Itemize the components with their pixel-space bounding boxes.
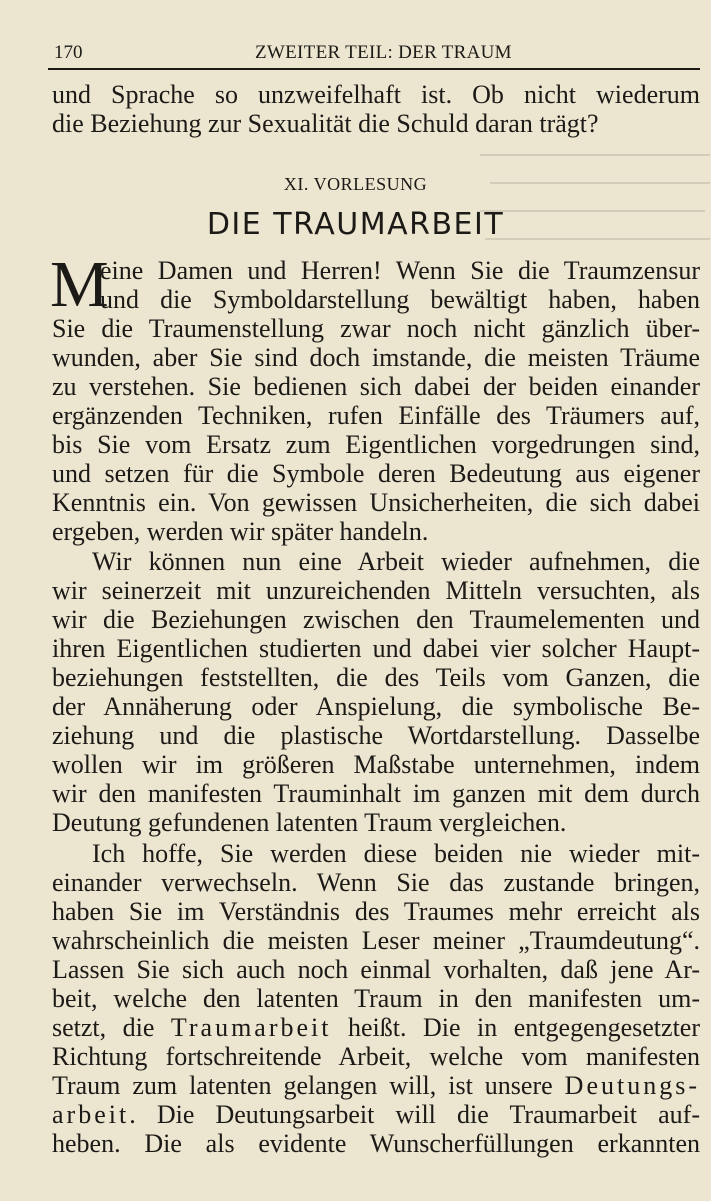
paragraph-line: zu verstehen. Sie bedienen sich dabei der beiden einander	[52, 372, 700, 401]
paragraph-line: Sie die Traumenstellung zwar noch nicht gänzlich über-	[52, 314, 700, 343]
paragraph-line: wahrscheinlich die meisten Leser meiner „Traumdeutung“.	[52, 926, 700, 955]
drop-cap-initial: M	[50, 248, 109, 321]
paragraph-line: Kenntnis ein. Von gewissen Unsicherheiten, die sich dabei	[52, 488, 700, 517]
paragraph-line: Ich hoffe, Sie werden diese beiden nie wieder mit-	[92, 839, 700, 868]
paragraph-line	[52, 1100, 700, 1129]
paragraph-line: wir die Beziehungen zwischen den Traumelementen und	[52, 605, 700, 634]
paragraph-line	[52, 1013, 700, 1042]
paragraph-line: bis Sie vom Ersatz zum Eigentlichen vorgedrungen sind,	[52, 430, 700, 459]
paragraph-line: heben. Die als evidente Wunscherfüllungen erkannten	[52, 1129, 700, 1158]
paragraph-line: ziehung und die plastische Wortdarstellung. Dasselbe	[52, 721, 700, 750]
paragraph-line	[52, 1071, 700, 1100]
paragraph-line: beit, welche den latenten Traum in den manifesten um-	[52, 984, 700, 1013]
paragraph-line: und die Symboldarstellung bewältigt haben, haben	[100, 285, 700, 314]
page-number: 170	[54, 42, 83, 63]
paragraph-line: der Annäherung oder Anspielung, die symbolische Be-	[52, 692, 700, 721]
paragraph-line: und setzen für die Symbole deren Bedeutung aus eigener	[52, 459, 700, 488]
emphasized-term: Traumarbeit	[170, 1013, 332, 1042]
paragraph-line: wir seinerzeit mit unzureichenden Mitteln versuchten, als	[52, 576, 700, 605]
paragraph-line: wollen wir im größeren Maßstabe unternehmen, indem	[52, 750, 700, 779]
paragraph-line: haben Sie im Verständnis des Traumes mehr erreicht als	[52, 897, 700, 926]
carryover-line: die Beziehung zur Sexualität die Schuld daran trägt?	[52, 109, 599, 138]
paragraph-line: wir den manifesten Trauminhalt im ganzen mit dem durch	[52, 779, 700, 808]
paragraph-line: einander verwechseln. Wenn Sie das zustande bringen,	[52, 868, 700, 897]
running-header	[48, 42, 700, 70]
paragraph-line: wunden, aber Sie sind doch imstande, die meisten Träume	[52, 343, 700, 372]
paragraph-line: ergeben, werden wir später handeln.	[52, 517, 429, 546]
text-run: setzt, die	[52, 1013, 171, 1042]
text-run: Traum zum latenten gelangen will, ist unsere	[52, 1071, 565, 1100]
lecture-label: XI. VORLESUNG	[283, 174, 428, 194]
emphasized-term: arbeit	[52, 1100, 130, 1129]
paragraph-line: Richtung fortschreitende Arbeit, welche vom manifesten	[52, 1042, 700, 1071]
paragraph-line: beziehungen feststellten, die des Teils vom Ganzen, die	[52, 663, 700, 692]
carryover-line: und Sprache so unzweifelhaft ist. Ob nicht wiederum	[52, 80, 700, 109]
text-run: heißt. Die in entgegengesetzter	[331, 1013, 700, 1042]
emphasized-term: Deutungs-	[564, 1071, 700, 1100]
paragraph-line: ihren Eigentlichen studierten und dabei vier solcher Haupt-	[52, 634, 700, 663]
paragraph-line: eine Damen und Herren! Wenn Sie die Traumzensur	[100, 256, 700, 285]
text-run: . Die Deutungsarbeit will die Traumarbeit auf-	[129, 1100, 700, 1129]
running-title: ZWEITER TEIL: DER TRAUM	[255, 42, 512, 63]
paragraph-line: Lassen Sie sich auch noch einmal vorhalten, daß jene Ar-	[52, 955, 700, 984]
chapter-title: DIE TRAUMARBEIT	[206, 207, 505, 242]
paragraph-line: ergänzenden Techniken, rufen Einfälle des Träumers auf,	[52, 401, 700, 430]
paragraph-line: Deutung gefundenen latenten Traum vergleichen.	[52, 808, 567, 837]
paragraph-line: Wir können nun eine Arbeit wieder aufnehmen, die	[92, 547, 700, 576]
